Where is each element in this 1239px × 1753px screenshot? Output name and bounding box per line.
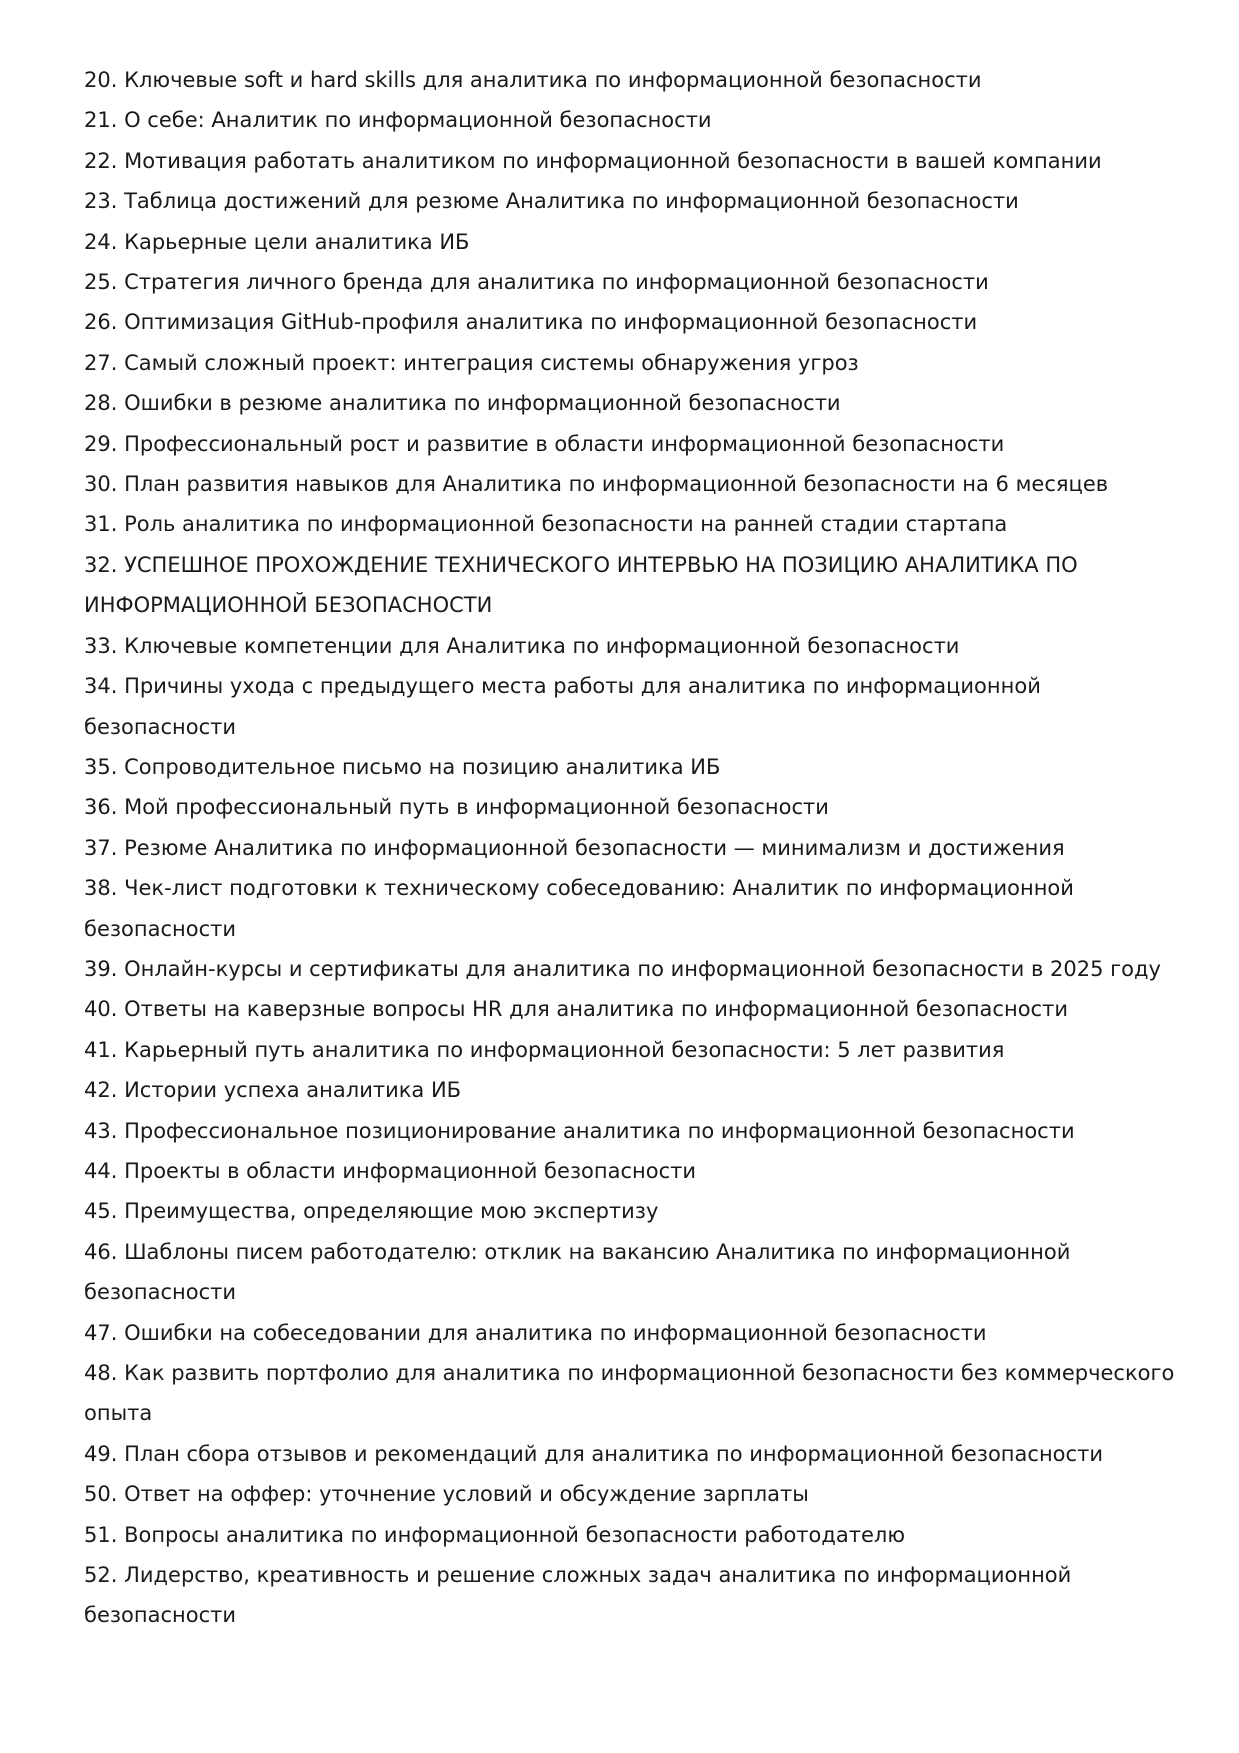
list-item: 44. Проекты в области информационной безопасности [84,1158,697,1183]
list-item: 33. Ключевые компетенции для Аналитика по информационной безопасности [84,633,960,658]
list-item: 20. Ключевые soft и hard skills для аналитика по информационной безопасности [84,68,982,92]
list-item: 29. Профессиональный рост и развитие в области информационной безопасности [84,431,1005,456]
list-item: 47. Ошибки на собеседовании для аналитика по информационной безопасности [84,1320,987,1345]
list-item: 23. Таблица достижений для резюме Аналитика по информационной безопасности [84,189,1019,214]
list-item: 40. Ответы на каверзные вопросы HR для аналитика по информационной безопасности [84,997,1068,1022]
list-item: 48. Как развить портфолио для аналитика по информационной безопасности без коммерческого опыта [84,1361,1175,1426]
list-item: 37. Резюме Аналитика по информационной безопасности — минимализм и достижения [84,835,1065,860]
list-item: 52. Лидерство, креативность и решение сложных задач аналитика по информационной безопасности [84,1563,1072,1628]
list-item: 34. Причины ухода с предыдущего места работы для аналитика по информационной безопасности [84,674,1041,739]
list-item: 39. Онлайн-курсы и сертификаты для аналитика по информационной безопасности в 2025 году [84,956,1161,981]
list-item: 22. Мотивация работать аналитиком по информационной безопасности в вашей компании [84,148,1102,173]
table-of-contents [84,60,1184,1636]
list-item: 42. Истории успеха аналитика ИБ [84,1078,462,1103]
list-item: 50. Ответ на оффер: уточнение условий и обсуждение зарплаты [84,1482,809,1507]
list-item: 24. Карьерные цели аналитика ИБ [84,229,470,254]
list-item: 36. Мой профессиональный путь в информационной безопасности [84,795,829,820]
list-item: 30. План развития навыков для Аналитика по информационной безопасности на 6 месяцев [84,472,1109,497]
list-item: 28. Ошибки в резюме аналитика по информационной безопасности [84,391,841,416]
list-item: 41. Карьерный путь аналитика по информационной безопасности: 5 лет развития [84,1037,1005,1062]
list-item: 27. Самый сложный проект: интеграция системы обнаружения угроз [84,350,859,375]
list-item: 38. Чек-лист подготовки к техническому собеседованию: Аналитик по информационной безопасности [84,876,1074,941]
list-item: 32. УСПЕШНОЕ ПРОХОЖДЕНИЕ ТЕХНИЧЕСКОГО ИНТЕРВЬЮ НА ПОЗИЦИЮ АНАЛИТИКА ПО ИНФОРМАЦИОННОЙ БЕЗОПАСНОСТИ [84,552,1078,618]
list-item: 21. О себе: Аналитик по информационной безопасности [84,108,712,133]
list-item: 46. Шаблоны писем работодателю: отклик на вакансию Аналитика по информационной безопасности [84,1239,1071,1305]
list-item: 31. Роль аналитика по информационной безопасности на ранней стадии стартапа [84,512,1008,537]
list-item: 26. Оптимизация GitHub-профиля аналитика по информационной безопасности [84,310,978,335]
list-item: 43. Профессиональное позиционирование аналитика по информационной безопасности [84,1118,1075,1143]
list-item: 25. Стратегия личного бренда для аналитика по информационной безопасности [84,270,989,295]
list-item: 45. Преимущества, определяющие мою экспертизу [84,1199,659,1224]
list-item: 35. Сопроводительное письмо на позицию аналитика ИБ [84,754,721,779]
list-item: 51. Вопросы аналитика по информационной безопасности работодателю [84,1522,906,1547]
list-item: 49. План сбора отзывов и рекомендаций для аналитика по информационной безопасности [84,1441,1103,1466]
